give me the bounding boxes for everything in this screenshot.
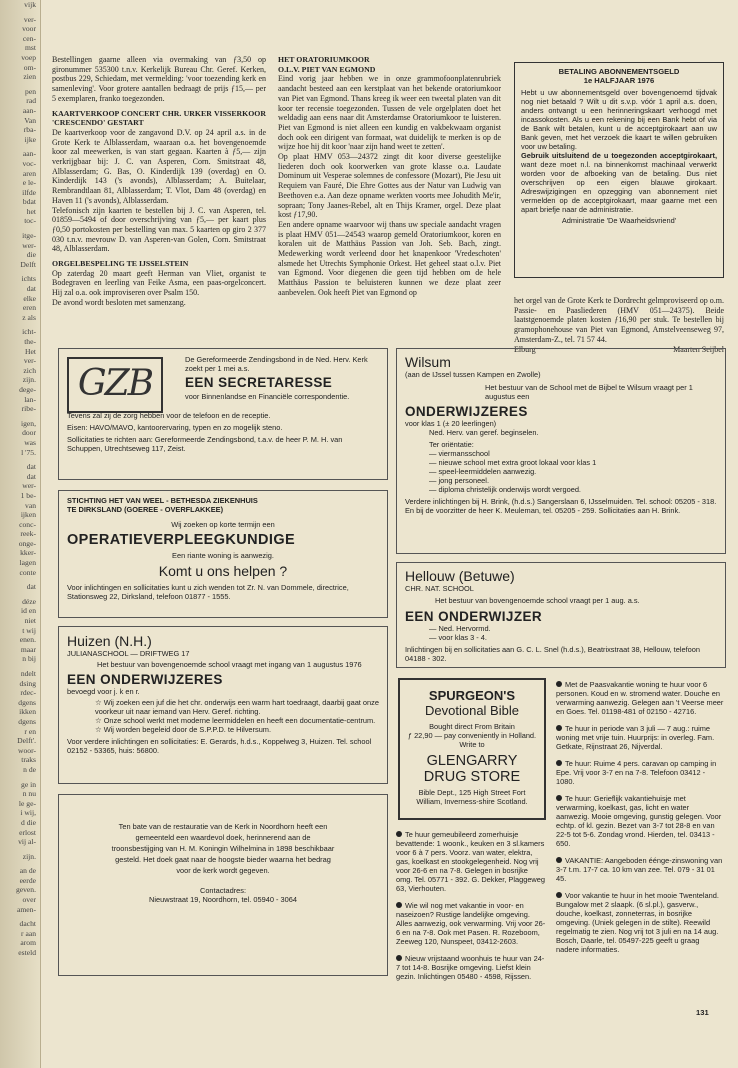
star-bullet-icon: ☆ (95, 716, 104, 725)
ad-wilsum (396, 348, 726, 554)
list-item (429, 624, 717, 633)
list-item (429, 467, 717, 476)
recording-text: het orgel van de Grote Kerk te Dordrecht gelmproviseerd op o.m. Passie- en Paasliederen (HMV 051—24375). Beide laatstgenoemde platen kosten ƒ16,90 per stuk. Te bestellen bij gramophonehouse van Piet van Egmond, Amstelveenseweg 97, Amsterdam-Z., tel. 71 57 44. (514, 296, 724, 344)
margin-fragment: zijn. (22, 851, 36, 861)
margin-fragment: aan- (22, 149, 36, 159)
bullet-dot-icon (556, 681, 562, 687)
margin-fragment: dat (26, 284, 36, 294)
byline-author: Maarten Seijbel (673, 344, 724, 354)
kerk-body: Ten bate van de restauratie van de Kerk in Noordhorn heeft een gemeenteld een waardevol doek, herinnerend aan de troonsbestijging van H. M. Koningin Wilhelmina in 1898 beschikbaar gesteld. Het doek gaat naar de hoogste bieder waarna het bedrag voor de kerk wordt gegeven. (111, 822, 335, 875)
organ-text: Op zaterdag 20 maart geeft Herman van Vliet, organist te Bodegraven en leerling van Feike Asma, een paas-orgelconcert. Hij zal o.a. ook improviseren over Psalm 150. (52, 268, 266, 298)
margin-fragment: erlost (19, 827, 36, 837)
hellouw-list (429, 624, 717, 642)
margin-fragment: icht- (22, 327, 36, 337)
margin-fragment: ikken (19, 707, 36, 717)
margin-fragment: t wij (22, 625, 36, 635)
list-item (429, 633, 717, 642)
wilsum-place: Wilsum (405, 354, 451, 370)
margin-fragment: ribe- (21, 404, 36, 414)
margin-fragment: n nu (22, 789, 36, 799)
notice-text-2 (521, 151, 717, 214)
concert-heading: KAARTVERKOOP CONCERT CHR. URKER VISSERKOOR 'CRESCENDO' GESTART (52, 108, 266, 128)
classified-text: Wie wil nog met vakantie in voor- en naseizoen? Rustige landelijke omgeving. Alles aanwezig, ook verwarming. Vrij voor 26-6 en na 7-8. Ook met Pasen. R. Rozeboom, Zeeweg 120, Nunspeet, 03412-2603. (396, 901, 546, 946)
weel-cta: Komt u ons helpen ? (158, 563, 288, 579)
margin-fragment: lan- (24, 394, 36, 404)
margin-fragment: conc- (19, 519, 36, 529)
margin-fragment: niet (24, 616, 36, 626)
hellouw-place: Hellouw (Betuwe) (405, 568, 515, 584)
ad-huizen (58, 626, 388, 784)
list-item-text: viermansschool (438, 449, 490, 458)
ad-hellouw (396, 562, 726, 668)
classifieds-left (396, 830, 546, 989)
huizen-list (95, 698, 379, 734)
margin-fragment: Delft'. (17, 736, 36, 746)
weel-heading: STICHTING HET VAN WEEL - BETHESDA ZIEKENHUIS (67, 496, 258, 505)
margin-fragment: lagen (19, 558, 36, 568)
margin-fragment: kker- (20, 548, 36, 558)
spurgeon-line-2: ƒ 22,90 — pay conveniently in Holland. Write to (407, 731, 537, 749)
notice-text-2-rest: want deze moet n.l. na binnenkomst machinaal verwerkt worden voor de afboeking van de betaling. Dus niet overschrijven op een eigen blauwe girokaart. Adreswijzigingen en opzegging van abonnement niet vermelden op de acceptgirokaart, maar gaarne met een apart briefje naar de administratie. (521, 160, 717, 214)
gzb-line-2: Eisen: HAVO/MAVO, kantoorervaring, typen en zo mogelijk steno. (67, 423, 283, 432)
classified-text: Te huur: Gerieflijk vakantiehuisje met verwarming, koelkast, gas, licht en water aanwezig. Mooie omgeving, gunstig gelegen. Voor echtp. of kl. gezin. Bezet van 3-7 tot 28-8 en van 22-5 tot 5-6. Zondag vrond. Hierden, tel. 03413 - 650. (556, 794, 722, 848)
hellouw-school: CHR. NAT. SCHOOL (405, 584, 474, 593)
classified-text: Voor vakantie te huur in het mooie Twenteland. Bungalow met 2 slaapk. (6 sl.pl.), gasverw., douche, koelkast, zonneterras, in bosrijke omgeving. (Uniek gelegen in de stilte). Reewild regelmatig te zien. Nog vrij tot 3 juli en na 14 aug. Bosch, Daarle, tel. 05497-225 geeft u graag nadere informaties. (556, 891, 719, 954)
oratorium-subheading: O.L.V. PIET VAN EGMOND (278, 64, 376, 74)
margin-fragment: geven. (15, 885, 36, 895)
page-number: 131 (696, 1008, 709, 1017)
ad-spurgeon (398, 678, 546, 820)
dash-bullet-icon: — (429, 485, 439, 494)
margin-fragment: om- (23, 62, 36, 72)
store-type: DRUG STORE (423, 769, 521, 785)
hellouw-line-1: Het bestuur van bovengenoemde school vraagt per 1 aug. a.s. (435, 596, 640, 605)
weel-title: OPERATIEVERPLEEGKUNDIGE (67, 532, 296, 548)
star-bullet-icon: ☆ (95, 698, 104, 707)
classified-text: Nieuw vrijstaand woonhuis te huur van 24-7 tot 14-8. Bosrijke omgeving. Liefst klein gezin. Inlichtingen 05480 - 4598, Rijssen. (396, 954, 545, 981)
margin-fragment: door (22, 428, 36, 438)
margin-fragment: voep (21, 52, 36, 62)
list-item (95, 698, 379, 716)
notice-subtitle: 1e HALFJAAR 1976 (583, 76, 655, 85)
list-item-text: Onze school werkt met moderne leermiddelen en heeft een documentatie-centrum. (103, 716, 376, 725)
weel-line-2: Een riante woning is aanwezig. (172, 551, 274, 560)
spurgeon-line-1: Bought direct From Britain (429, 722, 515, 731)
margin-fragment: eerde (19, 875, 36, 885)
notice-text-1: Hebt u uw abonnementsgeld over bovengenoemd tijdvak nog niet betaald ? Wilt u dit s.v.p. vóór 1 april a.s. doen, anders ontvangt u een herinneringskaart verhoogd met incassokosten. Als u een rekening bij een Bank hebt of via de Bank wilt betalen, kunt u de acceptgirokaart aan uw Bank geven, met het verzoek die kaart te willen gebruiken voor uw betaling. (521, 88, 717, 151)
margin-fragment: toc- (24, 216, 36, 226)
wilsum-line-2: voor klas 1 (± 20 leerlingen) (405, 419, 497, 428)
oratorium-text-2: Op plaat HMV 053—24372 zingt dit koor diverse geestelijke liederen doch ook koorwerken van grote klasse o.a. Laudate Dominum uit Vesperae solemnes de confessore (Mozart), Pie Jesu uit Requiem van Fauré, Die Ehre Gottes aus der Natur van Ludwig van Beethoven e.a. Aan deze opname werkten voorts mee Johudith Me'ir, sopraan; Tony Jaanes-Rebel, alt en Thijs Kramer, orgel. Deze plaat kost ƒ17,90. (278, 152, 501, 220)
notice-emphasis: Gebruik uitsluitend de u toegezonden acceptgirokaart, (521, 151, 717, 160)
list-item (429, 476, 717, 485)
margin-fragment: dat (26, 462, 36, 472)
margin-fragment: zijn. (22, 375, 36, 385)
margin-fragment: rad (26, 96, 36, 106)
margin-fragment: het (26, 206, 36, 216)
wilsum-line-4: Ter oriëntatie: (429, 440, 474, 449)
bullet-dot-icon (396, 902, 402, 908)
margin-fragment: reek- (20, 529, 36, 539)
margin-fragment: arom (20, 938, 36, 948)
list-item-text: jong personeel. (438, 476, 489, 485)
dash-bullet-icon: — (429, 624, 439, 633)
article-column-1 (52, 55, 266, 308)
margin-fragment: onge- (18, 538, 36, 548)
margin-fragment: Van (24, 115, 36, 125)
list-item (95, 725, 379, 734)
notice-signature: Administratie 'De Waarheidsvriend' (561, 216, 677, 225)
list-item-text: voor klas 3 - 4. (438, 633, 487, 642)
margin-fragment: rba- (23, 125, 36, 135)
margin-fragment: rdec- (20, 688, 36, 698)
huizen-line-2: bevoegd voor j. k en r. (67, 687, 140, 696)
margin-fragment: n de (23, 764, 36, 774)
list-item (429, 485, 717, 494)
margin-fragment: ijke (24, 134, 36, 144)
margin-fragment: voc- (22, 158, 36, 168)
margin-fragment: ver- (23, 14, 36, 24)
margin-fragment: vij al- (18, 837, 36, 847)
hellouw-line-2: Inlichtingen bij en sollicitaties aan G. C. L. Snel (h.d.s.), Beatrixstraat 38, Hellouw, telefoon 04188 - 302. (405, 645, 700, 663)
ad-kerk-noordhorn (58, 794, 388, 976)
margin-fragment: the- (24, 337, 36, 346)
huizen-place: Huizen (N.H.) (67, 633, 152, 649)
organ-heading: ORGELBESPELING TE IJSSELSTEIN (52, 259, 189, 269)
list-item-text: Wij worden begeleid door de S.P.P.D. te Hilversum. (103, 725, 272, 734)
margin-fragment: dat (26, 582, 36, 592)
spurgeon-subtitle: Devotional Bible (425, 703, 519, 718)
classified-text: Met de Paasvakantie woning te huur voor 6 personen. Koud en w. stromend water. Douche en verwarming aanwezig. Gelegen aan 't Veerse meer en Goes. Tel. 01198-481 of 02150 - 42716. (556, 680, 724, 716)
kerk-address: Nieuwstraat 19, Noordhorn, tel. 05940 - 3064 (149, 895, 297, 904)
margin-fragment: enen. (19, 635, 36, 645)
margin-fragment: dacht (19, 919, 36, 929)
ordering-info: Bestellingen gaarne alleen via overmaking van ƒ3,50 op gironummer 535300 t.n.v. Kerkelijk Bureau Chr. Geref. Kerken, postbus 229, Schiedam, met vermelding: 'voor toezending kerk en samenleving'. Voor grotere aantallen bedraagt de prijs ƒ15,— per 5 exemplaren, franko toegezonden. (52, 55, 266, 103)
margin-fragment: itge- (22, 231, 36, 241)
margin-fragment: elke (23, 293, 36, 303)
list-item (95, 716, 379, 725)
wilsum-sub: (aan de IJssel tussen Kampen en Zwolle) (405, 370, 541, 379)
ad-gzb (58, 348, 388, 480)
classified-ad (396, 830, 546, 893)
margin-fragment: d die (21, 817, 36, 827)
margin-fragment: van (25, 500, 36, 510)
margin-fragment: dgens (18, 716, 36, 726)
margin-fragment: déze (22, 596, 36, 606)
bullet-dot-icon (556, 725, 562, 731)
classified-ad (556, 856, 724, 883)
bullet-dot-icon (396, 955, 402, 961)
store-name: GLENGARRY (426, 753, 518, 769)
margin-fragment: ge in (21, 779, 36, 789)
previous-page-margin (0, 0, 41, 1068)
margin-fragment: Het (25, 346, 36, 356)
margin-fragment: i wij, (20, 808, 36, 818)
weel-line-1: Wij zoeken op korte termijn een (171, 520, 275, 529)
classified-ad (556, 759, 724, 786)
bullet-dot-icon (556, 892, 562, 898)
gzb-sub: voor Binnenlandse en Financiële correspondentie. (185, 392, 350, 401)
list-item-text: speel-leermiddelen aanwezig. (438, 467, 537, 476)
subscription-notice (514, 62, 724, 278)
oratorium-text-1: Eind vorig jaar hebben we in onze grammofoonplatenrubriek aandacht besteed aan een kerstplaat van het bekende oratoriumkoor van Piet van Egmond. Thans kreeg ik weer een tweetal platen van dit koor ter recensie toegezonden. Tussen de vele orgelplaten doet het weldadig aan eens naar dit Amsterdamse Oratoriumkoor te luisteren. Piet van Egmond is niet alleen een kundig en vakbekwaam organist doch ook een dirigent van formaat, wat duidelijk te merken is op de wijze hoe hij dit koor 'naar zijn hand weet te zetten'. (278, 74, 501, 152)
margin-fragment: conte (19, 567, 36, 577)
star-bullet-icon: ☆ (95, 725, 104, 734)
classified-text: VAKANTIE: Aangeboden éénge-zinswoning van 3-7 t.m. 17-7 ca. 10 km van zee. Tel. 079 - 31 01 45. (556, 856, 723, 883)
oratorium-text-3: Een andere opname waarvoor wij thans uw speciale aandacht vragen is plaat HMV 051—24543 waarop gemeld Oratoriumkoor, koren en koralen uit de Matthäus Passion van Joh. Seb. Bach, zingt. Medewerking wordt verleend door het knapenkoor 'Vredeschoten' alsmede het Utrechts Symphonie Orkest. Het geheel staat o.l.v. Piet van Egmond. Voor diegenen die geen tijd hebben om de hele Matthäus Passion te beluisteren kunnen we deze plaat zeer aanbevelen. Ook heeft Piet van Egmond op (278, 219, 501, 297)
margin-fragment: ijken (20, 510, 36, 520)
huizen-line-3: Voor verdere inlichtingen en sollicitaties: E. Gerards, h.d.s., Koppelweg 3, Huizen. Tel. school 02152 - 53365, huis: 56800. (67, 737, 372, 755)
margin-fragment: ndelt (20, 669, 36, 678)
classified-ad (396, 901, 546, 946)
notice-title: BETALING ABONNEMENTSGELD (558, 67, 680, 76)
classified-text: Te huur: Ruime 4 pers. caravan op camping in Epe. Vrij voor 3-7 en na 7-8. Telefoon 03412 - 1080. (556, 759, 717, 786)
concert-text-2: Telefonisch zijn kaarten te bestellen bij J. C. van Asperen, tel. 01859—5494 of door overschrijving van ƒ5,— per kaart plus ƒ0,50 portokosten per bestelling van max. 5 kaarten op giro 2 377 030 t.n.v. mevrouw D. van Asperen-van Golen, Corn. Smitstraat 48, Alblasserdam. (52, 205, 266, 254)
margin-fragment: over (22, 895, 36, 905)
margin-fragment: voor (22, 24, 36, 34)
margin-fragment: ilfde (22, 187, 36, 197)
dash-bullet-icon: — (429, 467, 439, 476)
classified-text: Te huur gemeubileerd zomerhuisje bevattende: 1 woonk., keuken en 3 sl.kamers voor 6 à 7 pers. Voorz. van water, elektra, gas, koelkast en stookgelegenheid. Nog vrij voor 26-6 en na 7-8. Gelegen in bosrijke omg. Tel. 05771 - 392. G. Dekker, Plaggeweg 63, Vierhouten. (396, 830, 545, 893)
margin-fragment: 1 be- (20, 490, 36, 500)
margin-fragment: ichts (21, 274, 36, 284)
margin-fragment: dege- (19, 384, 36, 394)
margin-fragment: le ge- (18, 798, 36, 808)
classifieds-right (556, 680, 724, 962)
gzb-line-1: Tevens zal zij de zorg hebben voor de telefoon en de receptie. (67, 411, 271, 420)
margin-fragment: die (26, 250, 36, 260)
classified-ad (556, 724, 724, 751)
gzb-intro: De Gereformeerde Zendingsbond in de Ned. Herv. Kerk zoekt per 1 mei a.s. (185, 355, 368, 373)
dash-bullet-icon: — (429, 449, 439, 458)
margin-fragment: eren (22, 303, 36, 313)
dash-bullet-icon: — (429, 458, 439, 467)
list-item-text: Wij zoeken een juf die het chr. onderwijs een warm hart toedraagt, daarbij gaat onze voorkeur uit naar iemand van Herv. Geref. richting. (95, 698, 379, 716)
article-column-2 (278, 55, 501, 298)
margin-fragment: dat (26, 471, 36, 481)
weel-line-3: Voor inlichtingen en sollicitaties kunt u zich wenden tot Zr. N. van Dommele, directrice, Stationsweg 22, Dirksland, telefoon 01877 - 1555. (67, 583, 349, 601)
wilsum-list (429, 449, 717, 494)
list-item-text: Ned. Hervormd. (438, 624, 491, 633)
bullet-dot-icon (556, 760, 562, 766)
dash-bullet-icon: — (429, 633, 439, 642)
margin-fragment: dgens (18, 697, 36, 707)
bullet-dot-icon (556, 857, 562, 863)
margin-fragment: dsing (19, 678, 36, 688)
byline-place: Elburg (514, 344, 536, 354)
list-item-text: nieuwe school met extra groot lokaal voor klas 1 (438, 458, 597, 467)
list-item (429, 449, 717, 458)
margin-fragment: pen (25, 86, 36, 96)
margin-fragment: cen- (22, 33, 36, 43)
ad-ziekenhuis (58, 490, 388, 618)
margin-fragment: woor- (18, 745, 36, 755)
margin-fragment: esteld (18, 948, 36, 958)
margin-fragment: r en (24, 726, 36, 736)
margin-fragment: aren (22, 168, 36, 178)
gzb-title: EEN SECRETARESSE (185, 375, 333, 390)
spurgeon-title: SPURGEON'S (428, 688, 516, 703)
wilsum-title: ONDERWIJZERES (405, 404, 528, 419)
concert-text: De kaartverkoop voor de zangavond D.V. op 24 april a.s. in de Grote Kerk te Alblasserdam, waaraan o.a. het bovengenoemde koor zal meewerken, is van start gegaan. Kaarten à ƒ5,— zijn verkrijgbaar bij: J. C. van Asperen, Corn. Smitstraat 48, Alblasserdam; G. Bas, O. Kinderdijk 139 (overdag) en O. Kinderdijk 143 ('s avonds), Alblasserdam; A. Buitelaar, Rembrandtlaan 81, Alblasserdam; T. Vlot, Dam 48 (overdag) en Haven 11 ('s avonds), Alblasserdam. (52, 127, 266, 205)
wilsum-line-3: Ned. Herv. van geref. beginselen. (429, 428, 539, 437)
bullet-dot-icon (556, 795, 562, 801)
organ-text-2: De avond wordt besloten met samenzang. (52, 297, 186, 307)
list-item (429, 458, 717, 467)
store-address: Bible Dept., 125 High Street Fort William, Inverness-shire Scotland. (416, 788, 528, 806)
margin-fragment: r aan (21, 928, 36, 938)
margin-fragment: maar (20, 644, 36, 654)
margin-fragment: zien (23, 72, 36, 82)
margin-fragment: ver- (23, 356, 36, 366)
article-column-3-end (514, 296, 724, 354)
hellouw-title: EEN ONDERWIJZER (405, 609, 543, 624)
gzb-line-3: Sollicitaties te richten aan: Gereformeerde Zendingsbond, t.a.v. de heer P. M. H. van Schuppen, Utrechtseweg 117, Zeist. (67, 435, 343, 453)
classified-ad (396, 954, 546, 981)
margin-fragment: wer- (22, 481, 36, 491)
weel-subheading: TE DIRKSLAND (GOEREE - OVERFLAKKEE) (67, 504, 224, 514)
huizen-school: JULIANASCHOOL — DRIFTWEG 17 (67, 649, 190, 658)
margin-fragment: traks (21, 755, 36, 765)
margin-fragment: wer- (22, 240, 36, 250)
margin-fragment: z als (22, 312, 36, 322)
margin-fragment: mst (25, 43, 36, 53)
wilsum-line-1: Het bestuur van de School met de Bijbel te Wilsum vraagt per 1 augustus een (485, 383, 693, 401)
margin-fragment: n bij (22, 654, 36, 664)
margin-fragment: vijk (24, 0, 36, 9)
margin-fragment: bdat (22, 197, 36, 207)
dash-bullet-icon: — (429, 476, 439, 485)
kerk-contact-label: Contactadres: (199, 886, 246, 895)
margin-fragment: an de (19, 866, 36, 876)
list-item-text: diploma christelijk onderwijs wordt vergoed. (438, 485, 581, 494)
classified-ad (556, 794, 724, 848)
classified-text: Te huur in periode van 3 juli — 7 aug.: ruime woning met vrije tuin. Huurprijs: in overleg. Fam. Getkate, Rijnstraat 26, Nijverdal. (556, 724, 715, 751)
huizen-line-1: Het bestuur van bovengenoemde school vraagt met ingang van 1 augustus 1976 (97, 660, 362, 669)
wilsum-line-5: Verdere inlichtingen bij H. Brink, (h.d.s.) Sangerslaan 6, IJsselmuiden. Tel. school: 05205 - 318. En bij de voorzitter de heer K. Meuleman, tel. 05205 - 259. Sollicitaties aan H. Brink. (405, 497, 717, 515)
margin-fragment: Delft (20, 259, 36, 269)
margin-fragment: amen- (17, 904, 36, 914)
classified-ad (556, 680, 724, 716)
margin-fragment: was (24, 437, 36, 447)
gzb-logo: GZB (67, 357, 163, 413)
bullet-dot-icon (396, 831, 402, 837)
huizen-title: EEN ONDERWIJZERES (67, 672, 223, 687)
margin-fragment: id en (21, 606, 36, 616)
oratorium-heading: HET ORATORIUMKOOR (278, 55, 370, 64)
margin-fragment: e le- (22, 178, 36, 188)
margin-fragment: igen, (21, 418, 36, 428)
classified-ad (556, 891, 724, 954)
margin-fragment: l '75. (21, 447, 36, 457)
margin-fragment: zich (23, 365, 36, 375)
margin-fragment: aan- (22, 105, 36, 115)
